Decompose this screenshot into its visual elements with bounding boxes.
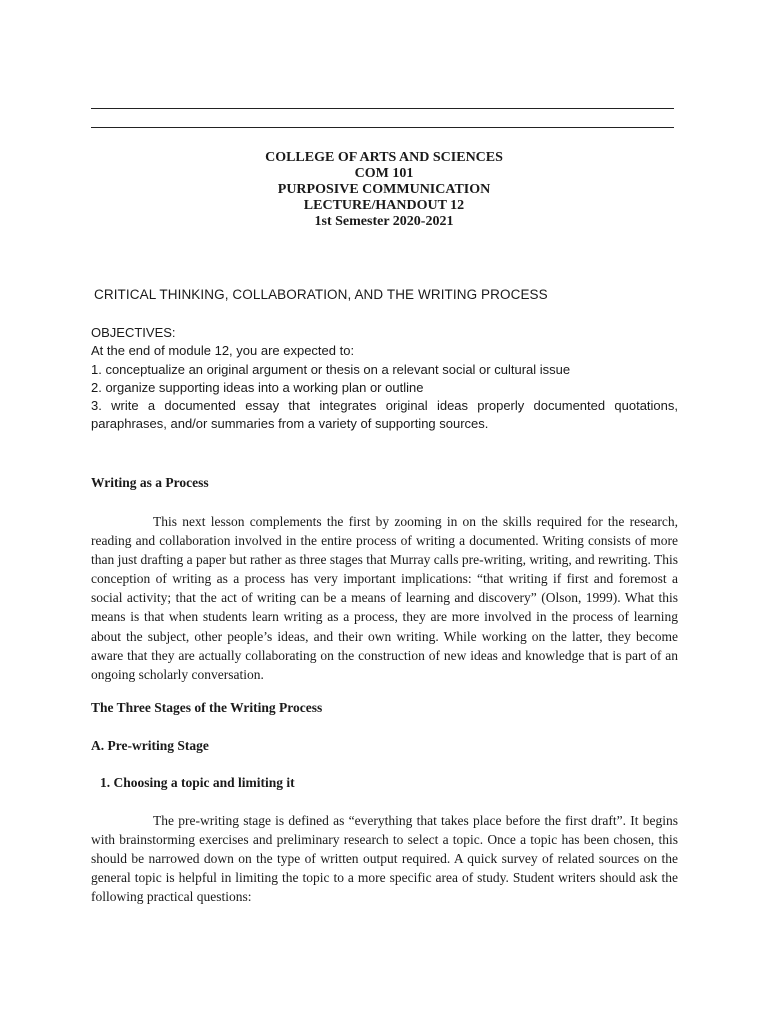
pre-writing-paragraph bbox=[91, 811, 678, 906]
pre-writing-text: The pre-writing stage is defined as “everything that takes place before the first draft”. It begins with brainstorming exercises and preliminary research to select a topic. Once a topic has been chosen, this should be narrowed down on the type of written output required. A quick survey of related sources on the general topic is helpful in limiting the topic to a more specific area of study. Student writers should ask the following practical questions: bbox=[91, 813, 678, 905]
college-name: COLLEGE OF ARTS AND SCIENCES bbox=[265, 150, 503, 165]
item-heading-choosing-topic: 1. Choosing a topic and limiting it bbox=[100, 775, 295, 790]
course-code: COM 101 bbox=[354, 166, 414, 181]
course-name: PURPOSIVE COMMUNICATION bbox=[277, 182, 491, 197]
objectives-section bbox=[91, 324, 678, 434]
writing-process-text: This next lesson complements the first by zooming in on the skills required for the research, reading and collaboration involved in the entire process of writing a documented. Writing consists of more than just drafting a paper but rather as three stages that Murray calls pre-writing, writing, and rewriting. This conception of writing as a process has very important implications: “that writing if first and foremost a social activity; that the act of writing can be a means of learning and discovery” (Olson, 1999). What this means is that when students learn writing as a process, they are more involved in the process of learning about the subject, other people’s ideas, and their own writing. While working on the latter, they become aware that they are actually collaborating on the construction of new ideas and knowledge that is part of an ongoing scholarly conversation. bbox=[91, 514, 678, 682]
handout-label: LECTURE/HANDOUT 12 bbox=[303, 198, 465, 213]
document-header bbox=[0, 150, 768, 230]
section-heading-writing-process: Writing as a Process bbox=[91, 475, 209, 490]
blank-line-2 bbox=[91, 127, 674, 128]
objectives-heading: OBJECTIVES: bbox=[91, 325, 176, 340]
semester-label: 1st Semester 2020-2021 bbox=[314, 214, 454, 229]
objective-item: 3. write a documented essay that integrates original ideas properly documented quotations, paraphrases, and/or summaries from a variety of supporting sources. bbox=[91, 398, 678, 432]
objective-item: 2. organize supporting ideas into a working plan or outline bbox=[91, 379, 424, 395]
section-heading-three-stages: The Three Stages of the Writing Process bbox=[91, 700, 323, 715]
objectives-intro: At the end of module 12, you are expected to: bbox=[91, 343, 355, 359]
objective-item: 1. conceptualize an original argument or thesis on a relevant social or cultural issue bbox=[91, 361, 571, 377]
blank-line-1 bbox=[91, 108, 674, 109]
subheading-pre-writing: A. Pre-writing Stage bbox=[91, 738, 209, 753]
writing-process-paragraph bbox=[91, 512, 678, 684]
module-title: CRITICAL THINKING, COLLABORATION, AND THE WRITING PROCESS bbox=[94, 287, 548, 302]
